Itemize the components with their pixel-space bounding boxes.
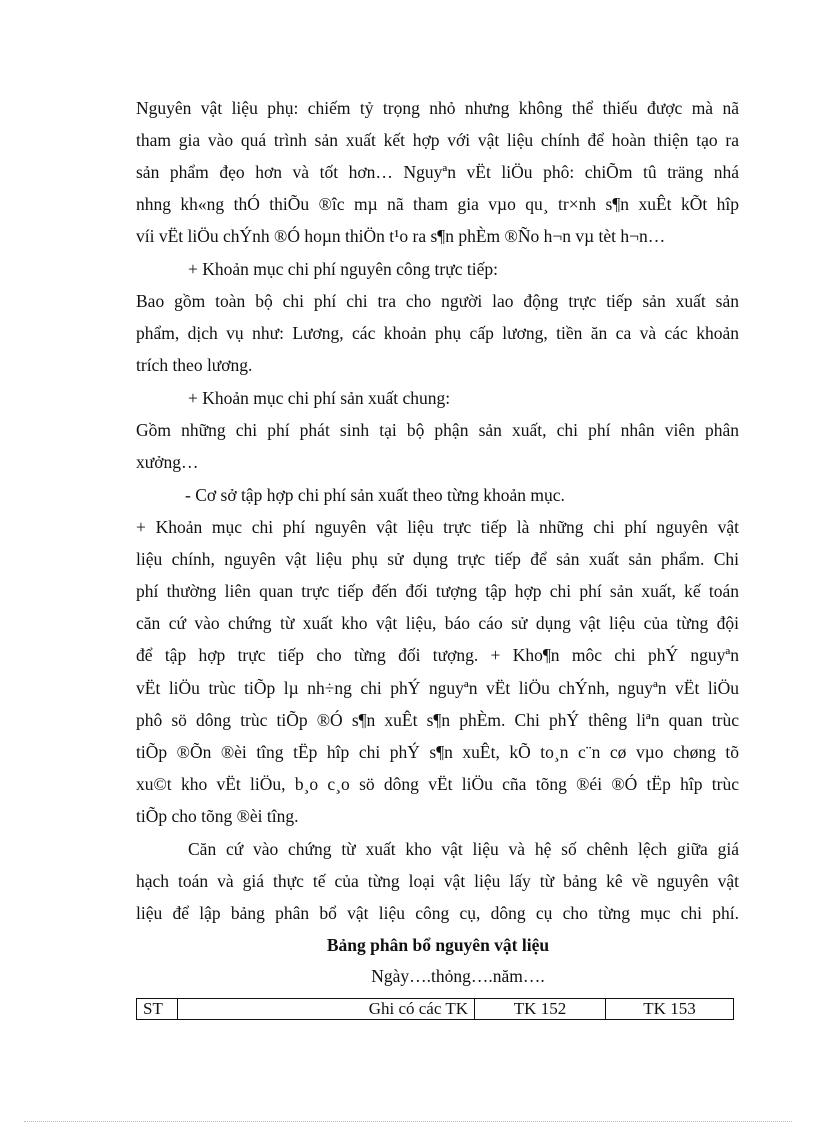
paragraph-line: căn cứ vào chứng từ xuất kho vật liệu, báo cáo sử dụng vật liệu của từng đội <box>136 613 739 633</box>
table-title: Bảng phân bổ nguyên vật liệu <box>326 935 550 955</box>
paragraph-line: víi vËt liÖu chÝnh ®Ó hoµn thiÖn t¹o ra s¶n phÈm ®Ño h¬n vµ tèt h¬n… <box>136 226 666 246</box>
paragraph-line: + Khoản mục chi phí nguyên vật liệu trực tiếp là những chi phí nguyên vật <box>136 517 739 537</box>
paragraph-line: Bao gồm toàn bộ chi phí chi tra cho người lao động trực tiếp sản xuất sản <box>136 291 739 311</box>
paragraph-line: vËt liÖu trùc tiÕp lµ nh÷ng chi phÝ nguyªn vËt liÖu chÝnh, nguyªn vËt liÖu <box>136 678 739 698</box>
paragraph-line: sản phẩm đẹo hơn và tốt hơn… Nguyªn vËt liÖu phô: chiÕm tû träng nhá <box>136 162 739 182</box>
section-heading: + Khoản mục chi phí nguyên công trực tiếp: <box>188 259 498 279</box>
page-bottom-divider <box>24 1121 792 1122</box>
table-subtitle: Ngày….thỏng….năm…. <box>371 966 545 986</box>
paragraph-line: tiÕp cho tõng ®èi tîng. <box>136 806 299 826</box>
paragraph-line: nhng kh«ng thÓ thiÕu ®îc mµ nã tham gia vµo qu¸ tr×nh s¶n xuÊt kÕt hîp <box>136 194 739 214</box>
paragraph-line: phẩm, dịch vụ như: Lương, các khoản phụ cấp lương, tiền ăn ca và các khoản <box>136 323 739 343</box>
paragraph-line: Gồm những chi phí phát sinh tại bộ phận sản xuất, chi phí nhân viên phân <box>136 420 739 440</box>
paragraph-line: xu©t kho vËt liÖu, b¸o c¸o sö dông vËt liÖu cña tõng ®éi ®Ó tËp hîp trùc <box>136 774 739 794</box>
paragraph-line: trích theo lương. <box>136 355 253 375</box>
table-header-cell: Ghi có các TK <box>178 999 475 1020</box>
paragraph-line: phí thường liên quan trực tiếp đến đối tượng tập hợp chi phí sản xuất, kế toán <box>136 581 739 601</box>
table-header-cell: TK 152 <box>475 999 606 1020</box>
paragraph-line: tham gia vào quá trình sản xuất kết hợp với vật liệu chính để hoàn thiện tạo ra <box>136 130 739 150</box>
paragraph-line: phô sö dông trùc tiÕp ®Ó s¶n xuÊt s¶n phÈm. Chi phÝ thêng liªn quan trùc <box>136 710 739 730</box>
table-header-cell: TK 153 <box>606 999 734 1020</box>
table-header-row <box>137 999 734 1020</box>
paragraph-line: xưởng… <box>136 452 199 472</box>
paragraph-line: tiÕp ®Õn ®èi tîng tËp hîp chi phÝ s¶n xuÊt, kÕ to¸n c¨n cø vµo chøng tõ <box>136 742 739 762</box>
paragraph-line: liệu chính, nguyên vật liệu phụ sử dụng trực tiếp để sản xuất sản phẩm. Chi <box>136 549 739 569</box>
section-heading: + Khoản mục chi phí sản xuất chung: <box>188 388 451 408</box>
paragraph-line: Nguyên vật liệu phụ: chiếm tỷ trọng nhỏ nhưng không thể thiếu được mà nã <box>136 98 739 118</box>
allocation-table <box>136 998 734 1020</box>
paragraph-line: liệu để lập bảng phân bổ vật liệu công cụ, dông cụ cho từng mục chi phí. <box>136 903 739 923</box>
paragraph-line: hạch toán và giá thực tế của từng loại vật liệu lấy từ bảng kê về nguyên vật <box>136 871 739 891</box>
table-header-cell: ST <box>137 999 178 1020</box>
paragraph-line: Căn cứ vào chứng từ xuất kho vật liệu và hệ số chênh lệch giữa giá <box>188 839 739 859</box>
paragraph-line: để tập hợp trực tiếp cho từng đối tượng. + Kho¶n môc chi phÝ nguyªn <box>136 645 739 665</box>
section-heading: - Cơ sở tập hợp chi phí sản xuất theo từng khoản mục. <box>185 485 565 505</box>
